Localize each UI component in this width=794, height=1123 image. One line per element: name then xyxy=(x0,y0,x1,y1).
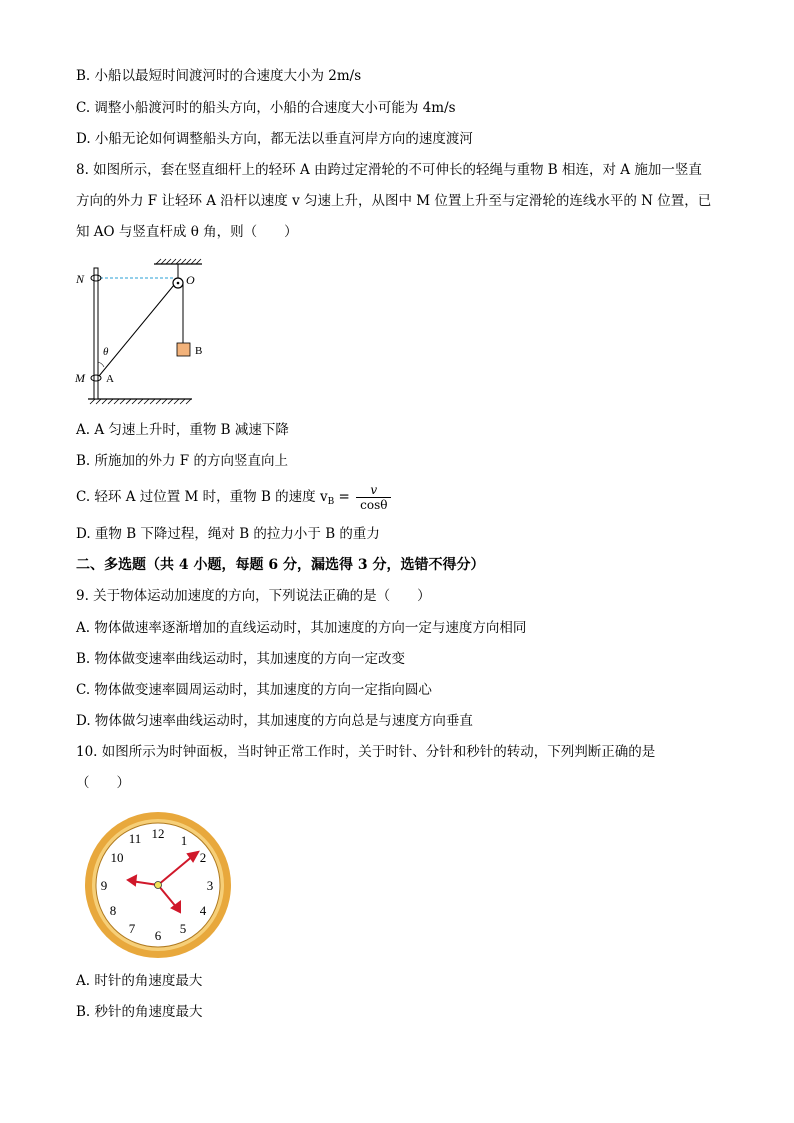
clock-numeral-9: 9 xyxy=(100,878,108,893)
clock-numeral-11: 11 xyxy=(128,831,142,846)
clock-numeral-8: 8 xyxy=(109,903,117,918)
q9-option-c: C. 物体做变速率圆周运动时，其加速度的方向一定指向圆心 xyxy=(76,682,432,698)
q10-stem-line2: （ ） xyxy=(76,775,130,791)
clock-numeral-1: 1 xyxy=(180,833,188,848)
q10-option-b: B. 秒针的角速度最大 xyxy=(76,1004,203,1020)
q8-option-a: A. A 匀速上升时，重物 B 减速下降 xyxy=(76,422,289,438)
label-B: B xyxy=(195,345,203,357)
q8-stem-line1: 8. 如图所示，套在竖直细杆上的轻环 A 由跨过定滑轮的不可伸长的轻绳与重物 B 相连，对 A 施加一竖直 xyxy=(76,162,702,178)
q8c-fraction xyxy=(356,483,391,512)
q7-option-d: D. 小船无论如何调整船头方向，都无法以垂直河岸方向的速度渡河 xyxy=(76,131,473,147)
q8-option-c xyxy=(76,482,391,517)
label-N: N xyxy=(76,272,85,286)
q8c-equals: = xyxy=(334,489,355,505)
section-2-heading: 二、多选题（共 4 小题，每题 6 分，漏选得 3 分，选错不得分） xyxy=(76,557,485,573)
q8c-denominator: cosθ xyxy=(360,498,388,512)
q8c-numerator: v xyxy=(356,483,391,498)
label-M: M xyxy=(75,371,85,385)
label-A: A xyxy=(106,373,114,385)
clock-numeral-2: 2 xyxy=(199,850,207,865)
q8c-text: C. 轻环 A 过位置 M 时，重物 B 的速度 v xyxy=(76,489,328,505)
q9-option-d: D. 物体做匀速率曲线运动时，其加速度的方向总是与速度方向垂直 xyxy=(76,713,473,729)
q8-option-b: B. 所施加的外力 F 的方向竖直向上 xyxy=(76,453,288,469)
q7-option-b: B. 小船以最短时间渡河时的合速度大小为 2m/s xyxy=(76,68,362,84)
clock-numeral-12: 12 xyxy=(151,826,165,841)
q9-option-a: A. 物体做速率逐渐增加的直线运动时，其加速度的方向一定与速度方向相同 xyxy=(76,620,527,636)
q8-stem-line3: 知 AO 与竖直杆成 θ 角，则（ ） xyxy=(76,224,298,240)
q9-stem: 9. 关于物体运动加速度的方向，下列说法正确的是（ ） xyxy=(76,588,431,604)
q8-option-d: D. 重物 B 下降过程，绳对 B 的拉力小于 B 的重力 xyxy=(76,526,380,542)
clock-numeral-6: 6 xyxy=(154,928,162,943)
clock-numeral-7: 7 xyxy=(128,921,136,936)
q10-stem-line1: 10. 如图所示为时钟面板，当时钟正常工作时，关于时针、分针和秒针的转动，下列判断正确的是 xyxy=(76,744,656,760)
label-O: O xyxy=(186,273,195,287)
q8-pulley-figure xyxy=(74,254,204,410)
clock-numeral-10: 10 xyxy=(110,850,124,865)
q10-clock-figure xyxy=(84,810,234,960)
q9-option-b: B. 物体做变速率曲线运动时，其加速度的方向一定改变 xyxy=(76,651,406,667)
clock-numeral-3: 3 xyxy=(206,878,214,893)
q7-option-c: C. 调整小船渡河时的船头方向，小船的合速度大小可能为 4m/s xyxy=(76,100,456,116)
clock-numeral-5: 5 xyxy=(179,921,187,936)
clock-numeral-4: 4 xyxy=(199,903,207,918)
label-theta: θ xyxy=(103,346,109,358)
q8c-subscript: B xyxy=(327,497,335,507)
q8-stem-line2: 方向的外力 F 让轻环 A 沿杆以速度 v 匀速上升，从图中 M 位置上升至与定滑轮的连线水平的 N 位置，已 xyxy=(76,193,712,209)
q10-option-a: A. 时针的角速度最大 xyxy=(76,973,203,989)
